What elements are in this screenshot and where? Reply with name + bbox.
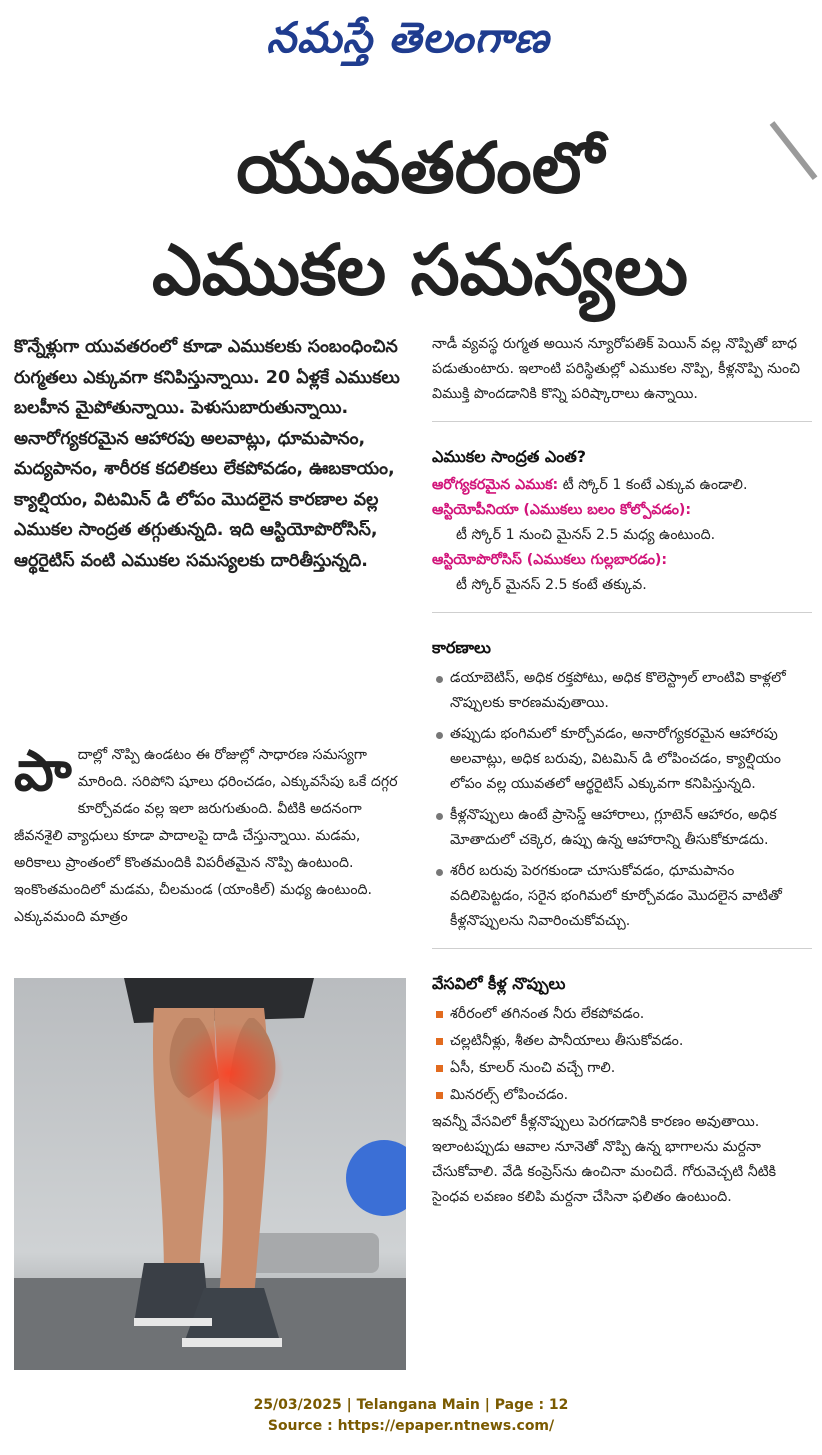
density-heading: ఎముకల సాంద్రత ఎంత? bbox=[432, 447, 587, 466]
body-paragraph bbox=[14, 739, 410, 931]
density-text-3: టీ స్కోర్ మైనస్ 2.5 కంటే తక్కువ. bbox=[456, 577, 647, 593]
section-divider bbox=[432, 948, 812, 949]
knee-pain-photo bbox=[14, 978, 406, 1370]
headline-line-2: ఎముకల సమస్యలు bbox=[151, 229, 689, 311]
density-item-1 bbox=[432, 473, 812, 498]
list-item: డయాబెటిస్, అధిక రక్తపోటు, అధిక కొలెస్ట్రాల్ లాంటివి కాళ్లలో నొప్పులకు కారణమవుతాయి. bbox=[432, 666, 812, 716]
footer-edition-info: 25/03/2025 | Telangana Main | Page : 12 bbox=[253, 1397, 569, 1413]
body-text: దాల్లో నొప్పి ఉండటం ఈ రోజుల్లో సాధారణ సమస్యగా మారింది. సరిపోని షూలు ధరించడం, ఎక్కువసేపు ఒకే దగ్గర కూర్చోవడం వల్ల ఇలా జరుగుతుంది. వీటికి అదనంగా జీవనశైలి వ్యాధులు కూడా పాదాలపై దాడి చేస్తున్నాయి. మడమ, అరికాలు ప్రాంతంలో కొంతమందికి విపరీతమైన నొప్పి ఉంటుంది. ఇంకొంతమందిలో మడమ, చీలమండ (యాంకిల్) మధ్య ఉంటుంది. ఎక్కువమంది మాత్రం bbox=[14, 747, 398, 925]
list-item: మినరల్స్ లోపించడం. bbox=[432, 1083, 812, 1108]
section-divider bbox=[432, 421, 812, 422]
density-label-2: ఆస్టియోపీనియా (ఎముకలు బలం కోల్పోవడం): bbox=[432, 502, 692, 518]
right-column bbox=[432, 332, 812, 1210]
list-item: శరీరంలో తగినంత నీరు లేకపోవడం. bbox=[432, 1002, 812, 1027]
left-column bbox=[14, 332, 414, 576]
causes-list bbox=[432, 666, 812, 934]
footer-source-link[interactable]: Source : https://epaper.ntnews.com/ bbox=[267, 1418, 555, 1434]
summer-list bbox=[432, 1002, 812, 1108]
causes-heading: కారణాలు bbox=[432, 638, 491, 657]
right-intro-paragraph: నాడీ వ్యవస్థ రుగ్మత అయిన న్యూరోపతిక్ పెయిన్ వల్ల నొప్పితో బాధ పడుతుంటారు. ఇలాంటి పరిస్థితుల్లో ఎముకల నొప్పి, కీళ్లనొప్పి నుంచి విముక్తి పొందడానికి కొన్ని పరిష్కారాలు ఉన్నాయి. bbox=[432, 336, 801, 402]
knee-pain-illustration bbox=[14, 978, 406, 1370]
list-item: తప్పుడు భంగిమలో కూర్చోవడం, అనారోగ్యకరమైన ఆహారపు అలవాట్లు, అధిక బరువు, విటమిన్ డి లోపించడం, క్యాల్షియం లోపం వల్ల యువతలో ఆర్థరైటిస్ ఎక్కువగా కనిపిస్తున్నది. bbox=[432, 722, 812, 797]
list-item: చల్లటినీళ్లు, శీతల పానీయాలు తీసుకోవడం. bbox=[432, 1029, 812, 1054]
density-label-3: ఆస్టియోపొరోసిస్ (ఎముకలు గుల్లబారడం): bbox=[432, 552, 668, 568]
section-divider bbox=[432, 612, 812, 613]
headline-line-1: యువతరంలో bbox=[236, 127, 604, 209]
density-item-3 bbox=[432, 548, 812, 598]
list-item: శరీర బరువు పెరగకుండా చూసుకోవడం, ధూమపానం వదిలిపెట్టడం, సరైన భంగిమలో కూర్చోవడం మొదలైన వాటితో కీళ్లనొప్పులను నివారించుకోవచ్చు. bbox=[432, 859, 812, 934]
summer-closing-paragraph: ఇవన్నీ వేసవిలో కీళ్లనొప్పులు పెరగడానికి కారణం అవుతాయి. ఇలాంటప్పుడు ఆవాల నూనెతో నొప్పి ఉన్న భాగాలను మర్దనా చేసుకోవాలి. వేడి కంప్రెస్‌ను ఉంచినా మంచిదే. గోరువెచ్చటి నీటికి సైంధవ లవణం కలిపి మర్దనా చేసినా ఫలితం ఉంటుంది. bbox=[432, 1114, 777, 1205]
newspaper-masthead: నమస్తే తెలంగాణ bbox=[266, 13, 550, 62]
density-text-2: టీ స్కోర్ 1 నుంచి మైనస్ 2.5 మధ్య ఉంటుంది. bbox=[456, 527, 716, 543]
drop-cap: పా bbox=[14, 739, 72, 804]
density-label-1: ఆరోగ్యకరమైన ఎముక: bbox=[432, 477, 559, 493]
summer-heading: వేసవిలో కీళ్ల నొప్పులు bbox=[432, 974, 566, 993]
list-item: కీళ్లనొప్పులు ఉంటే ప్రాసెస్డ్ ఆహారాలు, గ్లూటెన్ ఆహారం, అధిక మోతాదులో చక్కెర, ఉప్పు ఉన్న ఆహారాన్ని తీసుకోకూడదు. bbox=[432, 803, 812, 853]
list-item: ఏసీ, కూలర్ నుంచి వచ్చే గాలి. bbox=[432, 1056, 812, 1081]
density-item-2 bbox=[432, 498, 812, 548]
density-text-1: టీ స్కోర్ 1 కంటే ఎక్కువ ఉండాలి. bbox=[562, 477, 748, 493]
lead-paragraph: కొన్నేళ్లుగా యువతరంలో కూడా ఎముకలకు సంబంధించిన రుగ్మతలు ఎక్కువగా కనిపిస్తున్నాయి. 20 ఏళ్లకే ఎముకలు బలహీన మైపోతున్నాయి. పెళుసుబారుతున్నాయి. అనారోగ్యకరమైన ఆహారపు అలవాట్లు, ధూమపానం, మద్యపానం, శారీరక కదలికలు లేకపోవడం, ఊబకాయం, క్యాల్షియం, విటమిన్ డి లోపం మొదలైన కారణాల వల్ల ఎముకల సాంద్రత తగ్గుతున్నది. ఇది ఆస్టియోపొరోసిస్, ఆర్థరైటిస్ వంటి ఎముకల సమస్యలకు దారితీస్తున్నది. bbox=[14, 337, 400, 571]
